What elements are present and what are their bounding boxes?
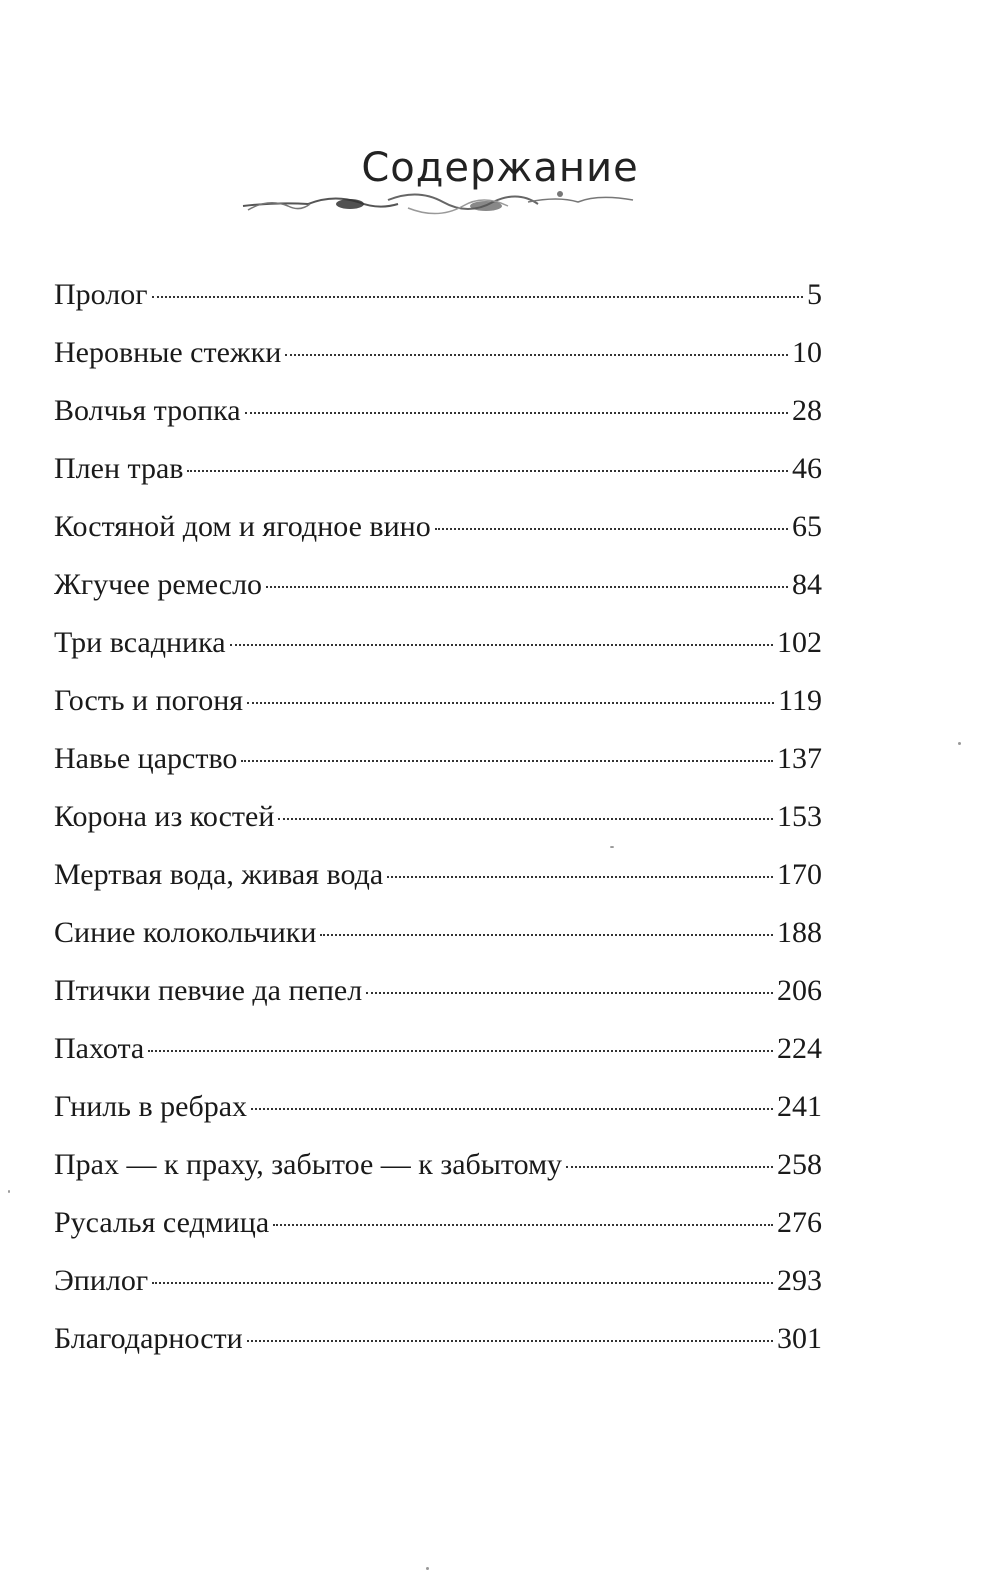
toc-entry	[54, 730, 822, 788]
toc-entry-title: Неровные стежки	[54, 336, 282, 369]
dot-leader	[187, 469, 788, 472]
toc-entry	[54, 498, 822, 556]
dot-leader	[245, 411, 788, 414]
toc-entry	[54, 1310, 822, 1368]
toc-entry-title: Эпилог	[54, 1264, 149, 1297]
dot-leader	[566, 1165, 773, 1168]
table-of-contents	[54, 266, 822, 1368]
toc-entry-page: 102	[777, 626, 822, 659]
paper-speck	[958, 742, 961, 745]
dot-leader	[387, 875, 773, 878]
paper-speck	[426, 1567, 429, 1570]
toc-entry	[54, 1252, 822, 1310]
toc-entry-title: Синие колокольчики	[54, 916, 317, 949]
toc-entry-title: Русалья седмица	[54, 1206, 270, 1239]
dot-leader	[241, 759, 773, 762]
toc-entry-page: 119	[778, 684, 822, 717]
toc-entry	[54, 788, 822, 846]
toc-entry-page: 137	[777, 742, 822, 775]
dot-leader	[266, 585, 788, 588]
toc-entry-title: Птички певчие да пепел	[54, 974, 363, 1007]
flourish-divider-icon	[238, 180, 638, 228]
toc-entry	[54, 324, 822, 382]
toc-entry-title: Пролог	[54, 278, 148, 311]
dot-leader	[320, 933, 773, 936]
toc-entry	[54, 1194, 822, 1252]
toc-entry	[54, 614, 822, 672]
dot-leader	[148, 1049, 773, 1052]
toc-entry	[54, 1136, 822, 1194]
page-title: Содержание	[361, 144, 639, 191]
dot-leader	[285, 353, 788, 356]
toc-entry-title: Волчья тропка	[54, 394, 241, 427]
toc-entry-page: 301	[777, 1322, 822, 1355]
dot-leader	[247, 701, 774, 704]
toc-entry-page: 65	[792, 510, 822, 543]
toc-entry	[54, 672, 822, 730]
toc-entry	[54, 1078, 822, 1136]
toc-entry-page: 241	[777, 1090, 822, 1123]
toc-entry-title: Навье царство	[54, 742, 238, 775]
toc-entry	[54, 962, 822, 1020]
toc-entry-title: Благодарности	[54, 1322, 243, 1355]
toc-entry-page: 28	[792, 394, 822, 427]
toc-entry	[54, 382, 822, 440]
toc-entry-page: 276	[777, 1206, 822, 1239]
dot-leader	[152, 295, 803, 298]
toc-entry-title: Прах — к праху, забытое — к забытому	[54, 1148, 563, 1181]
toc-entry-page: 258	[777, 1148, 822, 1181]
dot-leader	[247, 1339, 773, 1342]
toc-entry-title: Мертвая вода, живая вода	[54, 858, 384, 891]
toc-entry	[54, 904, 822, 962]
toc-entry-title: Жгучее ремесло	[54, 568, 263, 601]
toc-entry-page: 10	[792, 336, 822, 369]
dot-leader	[230, 643, 773, 646]
toc-entry-page: 224	[777, 1032, 822, 1065]
dot-leader	[366, 991, 773, 994]
dot-leader	[152, 1281, 773, 1284]
dot-leader	[435, 527, 788, 530]
toc-entry-title: Плен трав	[54, 452, 184, 485]
toc-entry	[54, 440, 822, 498]
toc-entry	[54, 846, 822, 904]
toc-entry	[54, 266, 822, 324]
toc-entry-page: 293	[777, 1264, 822, 1297]
toc-entry-page: 84	[792, 568, 822, 601]
toc-entry-page: 188	[777, 916, 822, 949]
toc-entry-page: 170	[777, 858, 822, 891]
dot-leader	[251, 1107, 773, 1110]
toc-entry-title: Три всадника	[54, 626, 226, 659]
toc-entry-page: 206	[777, 974, 822, 1007]
toc-entry-title: Гниль в ребрах	[54, 1090, 248, 1123]
toc-entry-page: 46	[792, 452, 822, 485]
toc-entry-title: Корона из костей	[54, 800, 275, 833]
toc-entry	[54, 556, 822, 614]
dot-leader	[273, 1223, 773, 1226]
toc-entry-title: Костяной дом и ягодное вино	[54, 510, 431, 543]
paper-speck	[8, 1190, 10, 1193]
dot-leader	[278, 817, 773, 820]
toc-entry-page: 153	[777, 800, 822, 833]
paper-speck	[610, 846, 614, 848]
toc-entry	[54, 1020, 822, 1078]
toc-entry-title: Гость и погоня	[54, 684, 244, 717]
toc-entry-title: Пахота	[54, 1032, 145, 1065]
toc-entry-page: 5	[807, 278, 822, 311]
